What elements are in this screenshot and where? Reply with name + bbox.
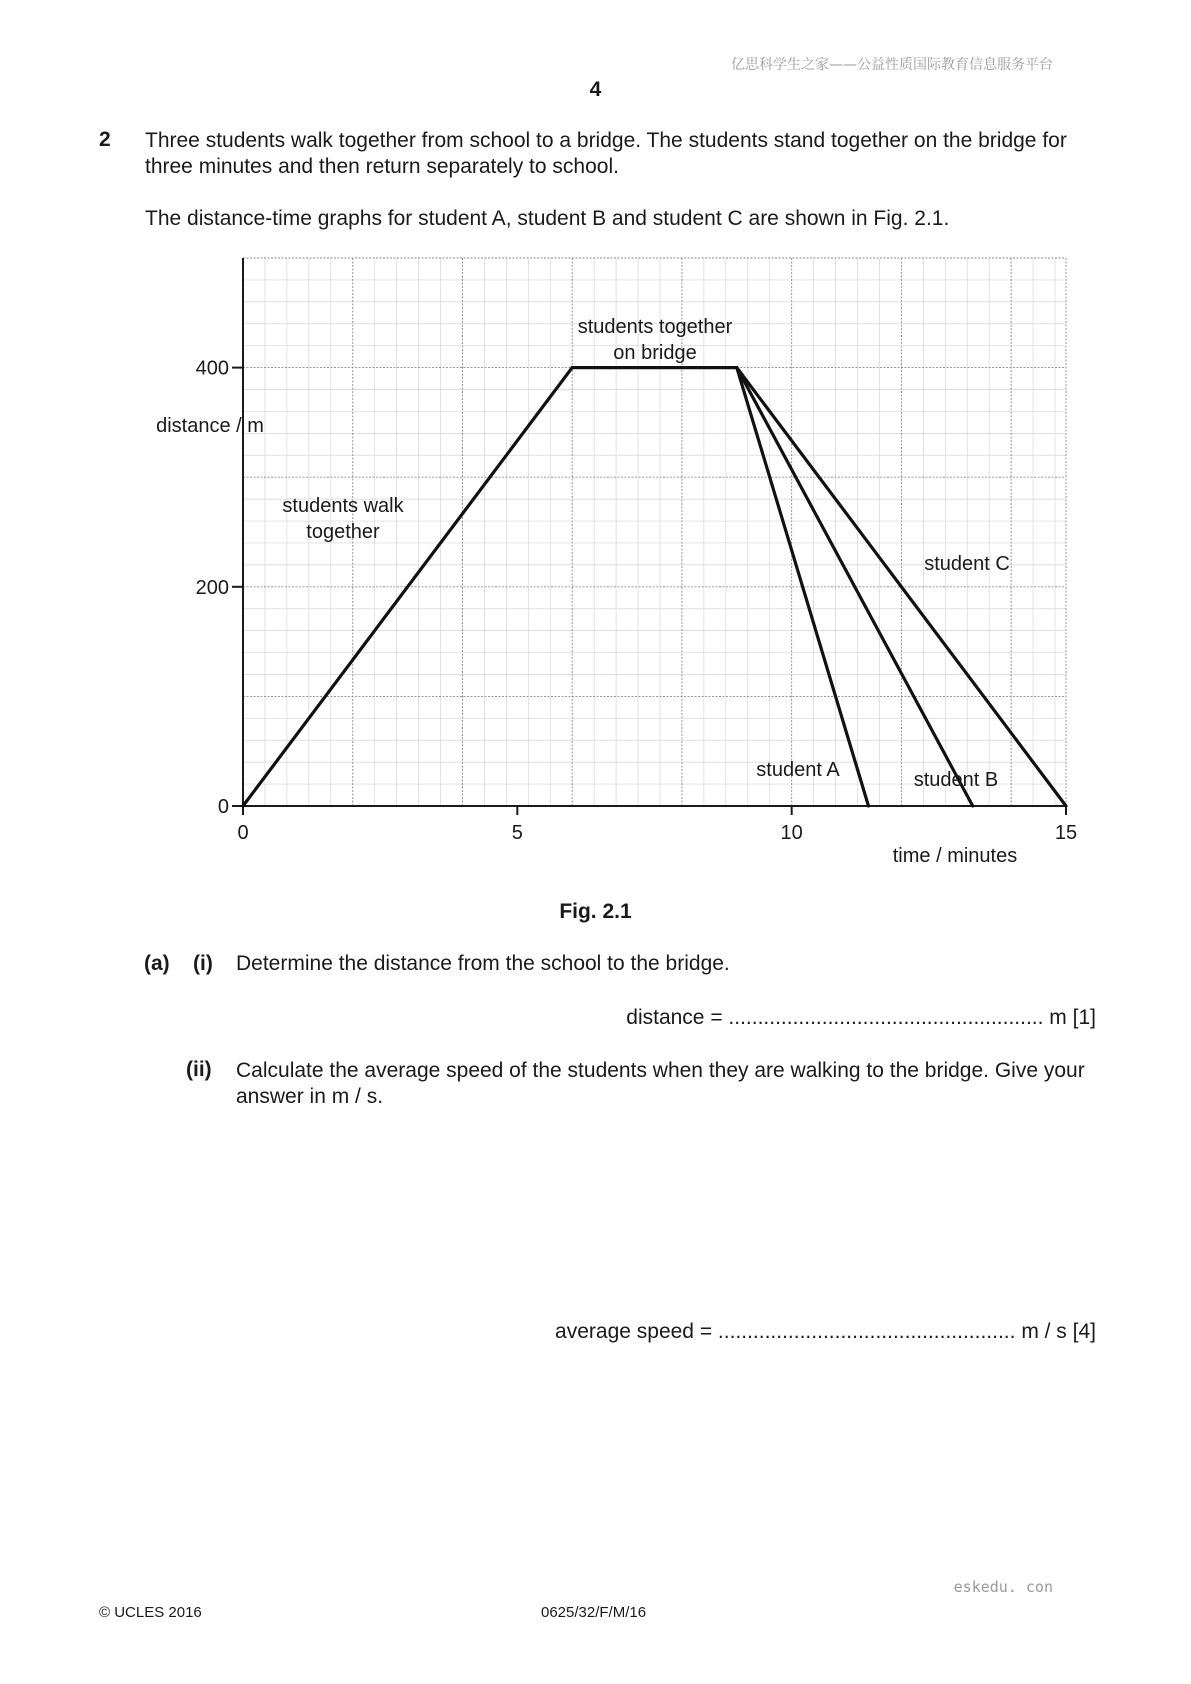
question-figure-ref: The distance-time graphs for student A, student B and student C are shown in Fig. 2.1.: [145, 207, 950, 230]
annotation-bridge-line1: students together: [577, 316, 733, 338]
header-watermark: 亿思科学生之家——公益性质国际教育信息服务平台: [731, 57, 1053, 73]
part-a-ii-label: (ii): [186, 1058, 212, 1081]
speed-answer-line[interactable]: average speed = ................................................... m / s [4]: [555, 1320, 1096, 1343]
question-number: 2: [99, 128, 111, 151]
part-a-i-label: (i): [193, 952, 213, 975]
annotation-bridge-line2: on bridge: [613, 342, 697, 364]
x-tick-label: 0: [237, 822, 249, 844]
footer-watermark: eskedu. con: [953, 1578, 1053, 1596]
footer-copyright: © UCLES 2016: [99, 1604, 202, 1621]
y-tick-label: 0: [217, 796, 229, 818]
x-tick-label: 10: [780, 822, 803, 844]
x-tick-label: 5: [511, 822, 523, 844]
page-number: 4: [589, 78, 602, 101]
annotation-walk-line1: students walk: [282, 495, 404, 517]
label-student-c: student C: [924, 553, 1010, 575]
annotation-walk-line2: together: [306, 521, 380, 543]
part-a-label: (a): [144, 952, 170, 975]
x-tick-label: 15: [1054, 822, 1078, 844]
footer-code: 0625/32/F/M/16: [541, 1604, 647, 1621]
distance-answer-line[interactable]: distance = ...................................................... m [1]: [626, 1006, 1096, 1029]
y-tick-label: 400: [195, 357, 229, 380]
figure-caption: Fig. 2.1: [559, 900, 632, 923]
y-axis-label: distance / m: [156, 415, 264, 437]
part-a-i-question: Determine the distance from the school to the bridge.: [236, 952, 730, 975]
question-intro: Three students walk together from school to a bridge. The students stand together on the bridge for three minutes and then return separately to school.: [145, 129, 1067, 178]
x-axis-label: time / minutes: [892, 845, 1018, 867]
part-a-ii-question: Calculate the average speed of the students when they are walking to the bridge. Give your answer in m / s.: [236, 1059, 1085, 1108]
label-student-a: student A: [756, 759, 840, 781]
label-student-b: student B: [913, 769, 999, 791]
y-tick-label: 200: [195, 576, 229, 599]
